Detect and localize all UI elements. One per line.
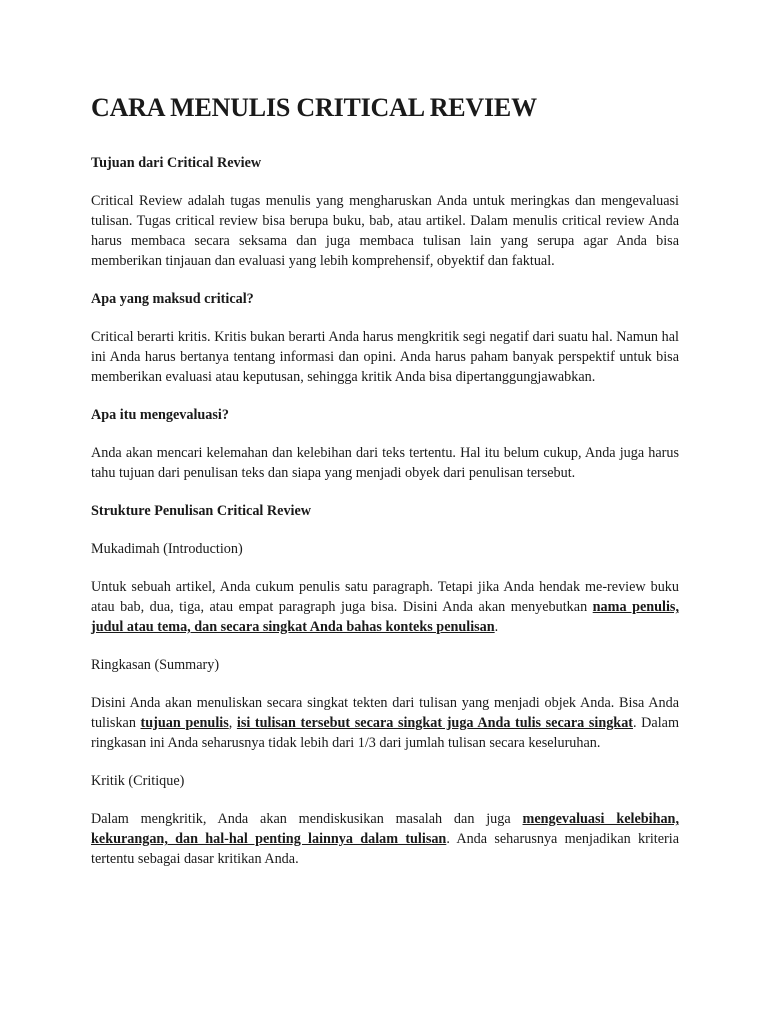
summary-end: . Dalam ringkasan ini Anda seharusnya tidak lebih dari 1/3 dari jumlah tulisan secara keseluruhan. (91, 715, 679, 751)
heading-maksud-critical: Apa yang maksud critical? (91, 291, 254, 307)
summary-separator: , (228, 715, 237, 731)
paragraph-tujuan: Critical Review adalah tugas menulis yang mengharuskan Anda untuk meringkas dan mengevaluasi tulisan. Tugas critical review bisa berupa buku, bab, atau artikel. Dalam menulis critical review Anda harus membaca secara seksama dan juga membaca tulisan lain yang serupa agar Anda bisa memberikan tinjauan dan evaluasi yang lebih komprehensif, obyektif dan faktual. (91, 193, 679, 269)
heading-tujuan: Tujuan dari Critical Review (91, 155, 262, 171)
introduction-emphasis: nama penulis, judul atau tema, dan secara singkat Anda bahas konteks penulisan (91, 599, 679, 635)
subheading-introduction: Mukadimah (Introduction) (91, 541, 243, 557)
subheading-summary: Ringkasan (Summary) (91, 657, 220, 673)
document-page (91, 92, 679, 887)
heading-struktur: Strukture Penulisan Critical Review (91, 503, 312, 519)
summary-emphasis-2: isi tulisan tersebut secara singkat juga Anda tulis secara singkat (236, 715, 634, 731)
summary-emphasis-1: tujuan penulis (140, 715, 229, 731)
critique-end: . Anda seharusnya menjadikan kriteria tertentu sebagai dasar kritikan Anda. (91, 831, 679, 867)
paragraph-introduction (91, 577, 679, 637)
document-title: CARA MENULIS CRITICAL REVIEW (91, 93, 537, 122)
critique-text: Dalam mengkritik, Anda akan mendiskusikan masalah dan juga (91, 811, 523, 827)
introduction-text: Untuk sebuah artikel, Anda cukum penulis satu paragraph. Tetapi jika Anda hendak me-review buku atau bab, dua, tiga, atau empat paragraph juga bisa. Disini Anda akan menyebutkan (91, 579, 679, 615)
paragraph-maksud-critical: Critical berarti kritis. Kritis bukan berarti Anda harus mengkritik segi negatif dari suatu hal. Namun hal ini Anda harus bertanya tentang informasi dan opini. Anda harus paham banyak perspektif untuk bisa memberikan evaluasi atau keputusan, sehingga kritik Anda bisa dipertanggungjawabkan. (91, 329, 679, 385)
paragraph-critique (91, 809, 679, 869)
paragraph-mengevaluasi: Anda akan mencari kelemahan dan kelebihan dari teks tertentu. Hal itu belum cukup, Anda juga harus tahu tujuan dari penulisan teks dan siapa yang menjadi obyek dari penulisan tersebut. (91, 445, 679, 481)
subheading-critique: Kritik (Critique) (91, 773, 185, 789)
heading-mengevaluasi: Apa itu mengevaluasi? (91, 407, 229, 423)
introduction-end: . (494, 619, 499, 635)
critique-emphasis: mengevaluasi kelebihan, kekurangan, dan hal-hal penting lainnya dalam tulisan (91, 811, 679, 847)
paragraph-summary (91, 693, 679, 753)
summary-text: Disini Anda akan menuliskan secara singkat tekten dari tulisan yang menjadi objek Anda. Bisa Anda tuliskan (91, 695, 679, 731)
